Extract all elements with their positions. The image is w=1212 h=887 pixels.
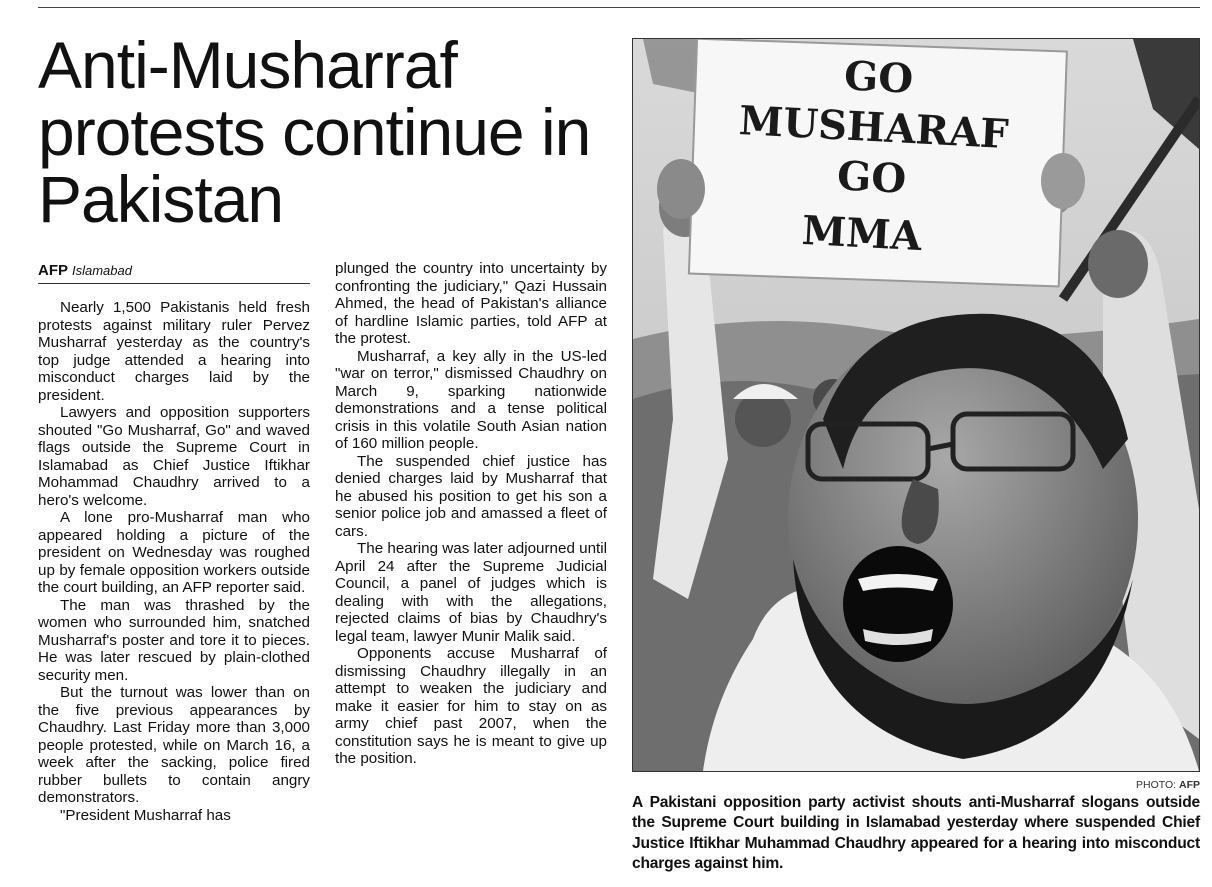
headline: Anti-Musharraf protests continue in Pakistan	[38, 28, 591, 236]
article-column-2	[335, 260, 607, 768]
photo-credit	[1010, 779, 1200, 791]
paragraph: plunged the country into uncertainty by confronting the judiciary," Qazi Hussain Ahmed, the head of Pakistan's alliance of hardline Islamic parties, told AFP at the protest.	[335, 260, 607, 347]
paragraph: Nearly 1,500 Pakistanis held fresh protests against military ruler Pervez Musharraf yesterday as the country's top judge attended a hearing into misconduct charges laid by the president.	[38, 299, 310, 404]
photo-caption: A Pakistani opposition party activist shouts anti-Musharraf slogans outside the Supreme Court building in Islamabad yesterday where suspended Chief Justice Iftikhar Muhammad Chaudhry appeared for a hearing into misconduct charges against him.	[632, 794, 1200, 872]
sign-line-3: GO	[836, 152, 908, 203]
paragraph: The suspended chief justice has denied charges laid by Musharraf that he abused his position to get his son a senior police job and amassed a fleet of cars.	[335, 452, 607, 540]
paragraph: But the turnout was lower than on the five previous appearances by Chaudhry. Last Friday more than 3,000 people protested, while on March 16, a week after the sacking, police fired rubber bullets to contain angry demonstrators.	[38, 684, 310, 806]
paragraph: The man was thrashed by the women who surrounded him, snatched Musharraf's poster and tore it to pieces. He was later rescued by plain-clothed security men.	[38, 596, 310, 684]
paragraph: The hearing was later adjourned until April 24 after the Supreme Judicial Council, a panel of judges which is dealing with with the allegations, rejected claims of bias by Chaudhry's legal team, lawyer Munir Malik said.	[335, 540, 607, 645]
sign-line-4: MMA	[800, 206, 923, 261]
paragraph: Opponents accuse Musharraf of dismissing Chaudhry illegally in an attempt to weaken the judiciary and make it easier for him to stay on as army chief past 2007, when the constitution says he is meant to give up the position.	[335, 645, 607, 767]
byline-place: Islamabad	[72, 263, 132, 278]
news-photo	[632, 38, 1200, 772]
paragraph: A lone pro-Musharraf man who appeared holding a picture of the president on Wednesday was roughed up by female opposition workers outside the court building, an AFP reporter said.	[38, 509, 310, 596]
byline-agency: AFP	[38, 262, 68, 279]
photo-credit-source: AFP	[1179, 779, 1200, 791]
paragraph: "President Musharraf has	[60, 806, 231, 824]
photo-credit-label: PHOTO:	[1136, 779, 1177, 791]
sign-line-1: GO	[843, 52, 915, 103]
sign-line-2: MUSHARAF	[737, 96, 1010, 159]
top-rule	[38, 7, 1200, 8]
paragraph: Lawyers and opposition supporters shouted "Go Musharraf, Go" and waved flags outside the Supreme Court in Islamabad as Chief Justice Iftikhar Mohammad Chaudhry arrived to a hero's welcome.	[38, 404, 310, 509]
byline	[38, 262, 310, 284]
article-column-1	[38, 299, 310, 824]
paragraph: Musharraf, a key ally in the US-led "war on terror," dismissed Chaudhry on March 9, sparking nationwide demonstrations and a tense political crisis in this volatile South Asian nation of 160 million people.	[335, 347, 607, 452]
